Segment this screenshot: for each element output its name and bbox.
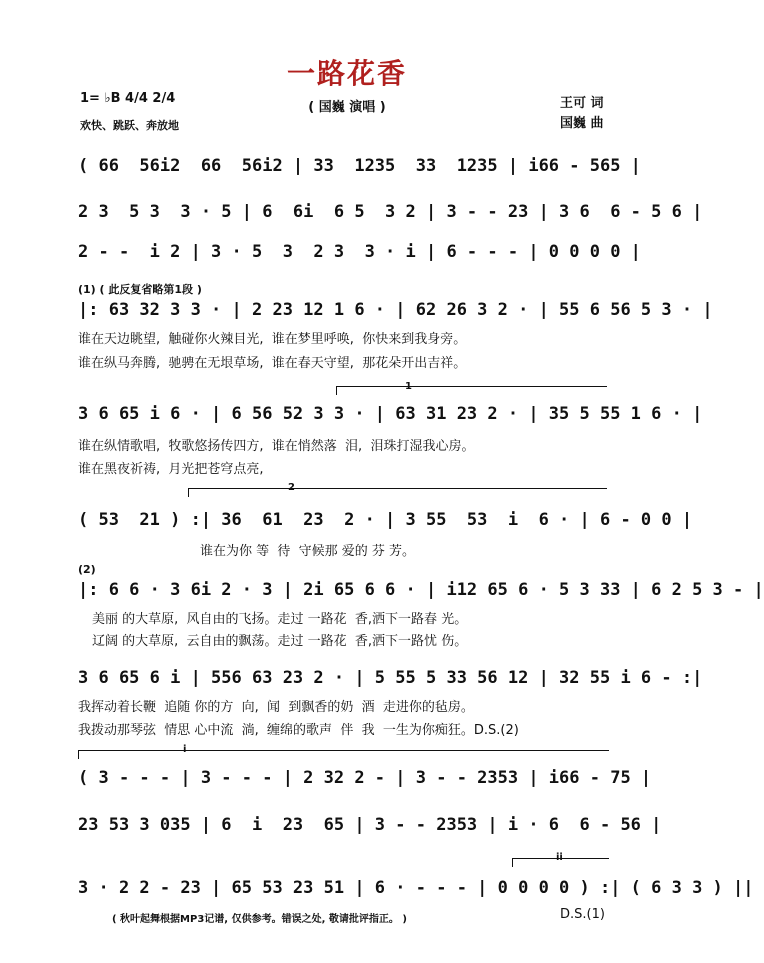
final-ds-marker: D.S.(1) (560, 907, 605, 922)
segno-marker-2: (2) (78, 563, 96, 576)
volta-bracket-1 (336, 386, 607, 395)
lyric-line-2: 谁在纵马奔腾, 驰骋在无垠草场, 谁在春天守望, 那花朵开出吉祥。 (78, 356, 467, 371)
music-line-11: 3 · 2 2 - 23 | 65 53 23 51 | 6 · - - - | 0 0 0 0 ) :| ( 6 3 3 ) || (78, 878, 754, 898)
lyric-line-1: 谁在天边眺望, 触碰你火辣目光, 谁在梦里呼唤, 你快来到我身旁。 (78, 332, 467, 347)
lyric-line-7: 辽阔 的大草原, 云自由的飘荡。走过 一路花 香,洒下一路忧 伤。 (92, 634, 468, 649)
volta-label-2: 2 (288, 482, 295, 493)
volta-bracket-2 (188, 488, 607, 497)
music-line-5: 3 6 65 i 6 · | 6 56 52 3 3 · | 63 31 23 2 · | 35 5 55 1 6 · | (78, 404, 703, 424)
music-line-8: 3 6 65 6 i | 556 63 23 2 · | 5 55 5 33 56 12 | 32 55 i 6 - :| (78, 668, 703, 688)
key-signature: 1= ♭B 4/4 2/4 (80, 91, 176, 106)
volta-label-1: 1 (405, 381, 412, 392)
lyric-line-9: 我拨动那琴弦 情思 心中流 淌, 缠绵的歌声 伴 我 一生为你痴狂。D.S.(2) (78, 723, 519, 738)
lyric-line-4: 谁在黑夜祈祷, 月光把苍穹点亮, (78, 462, 264, 477)
lyric-line-3: 谁在纵情歌唱, 牧歌悠扬传四方, 谁在悄然落 泪, 泪珠打湿我心房。 (78, 439, 475, 454)
music-line-4: |: 63 32 3 3 · | 2 23 12 1 6 · | 62 26 3 2 · | 55 6 56 5 3 · | (78, 300, 713, 320)
music-line-3: 2 - - i 2 | 3 · 5 3 2 3 3 · i | 6 - - - | 0 0 0 0 | (78, 242, 641, 262)
volta-label-4: ii (556, 852, 563, 863)
volta-bracket-3 (78, 750, 609, 759)
music-line-9: ( 3 - - - | 3 - - - | 2 32 2 - | 3 - - 2353 | i66 - 75 | (78, 768, 652, 788)
music-line-10: 23 53 3 035 | 6 i 23 65 | 3 - - 2353 | i · 6 6 - 56 | (78, 815, 662, 835)
music-line-2: 2 3 5 3 3 · 5 | 6 6i 6 5 3 2 | 3 - - 23 | 3 6 6 - 5 6 | (78, 202, 703, 222)
performer-subtitle: ( 国巍 演唱 ) (308, 100, 386, 115)
lyric-line-5: 谁在为你 等 待 守候那 爱的 芬 芳。 (200, 544, 416, 559)
tempo-marking: 欢快、跳跃、奔放地 (80, 119, 179, 132)
volta-label-3: i (183, 744, 187, 755)
music-line-1: ( 66 56i2 66 56i2 | 33 1235 33 1235 | i66 - 565 | (78, 156, 641, 176)
composer-credit: 国巍 曲 (560, 116, 604, 131)
lyricist-credit: 王可 词 (560, 96, 604, 111)
footnote: ( 秋叶起舞根据MP3记谱, 仅供参考。错误之处, 敬请批评指正。 ) (112, 914, 407, 925)
page-title: 一路花香 (286, 57, 407, 90)
music-line-7: |: 6 6 · 3 6i 2 · 3 | 2i 65 6 6 · | i12 65 6 · 5 3 33 | 6 2 5 3 - | (78, 580, 764, 600)
music-line-6: ( 53 21 ) :| 36 61 23 2 · | 3 55 53 i 6 · | 6 - 0 0 | (78, 510, 693, 530)
lyric-line-8: 我挥动着长鞭 追随 你的方 向, 闻 到飘香的奶 酒 走进你的毡房。 (78, 700, 474, 715)
segno-marker-1: (1) ( 此反复省略第1段 ) (78, 283, 202, 296)
lyric-line-6: 美丽 的大草原, 风自由的飞扬。走过 一路花 香,洒下一路春 光。 (92, 612, 468, 627)
